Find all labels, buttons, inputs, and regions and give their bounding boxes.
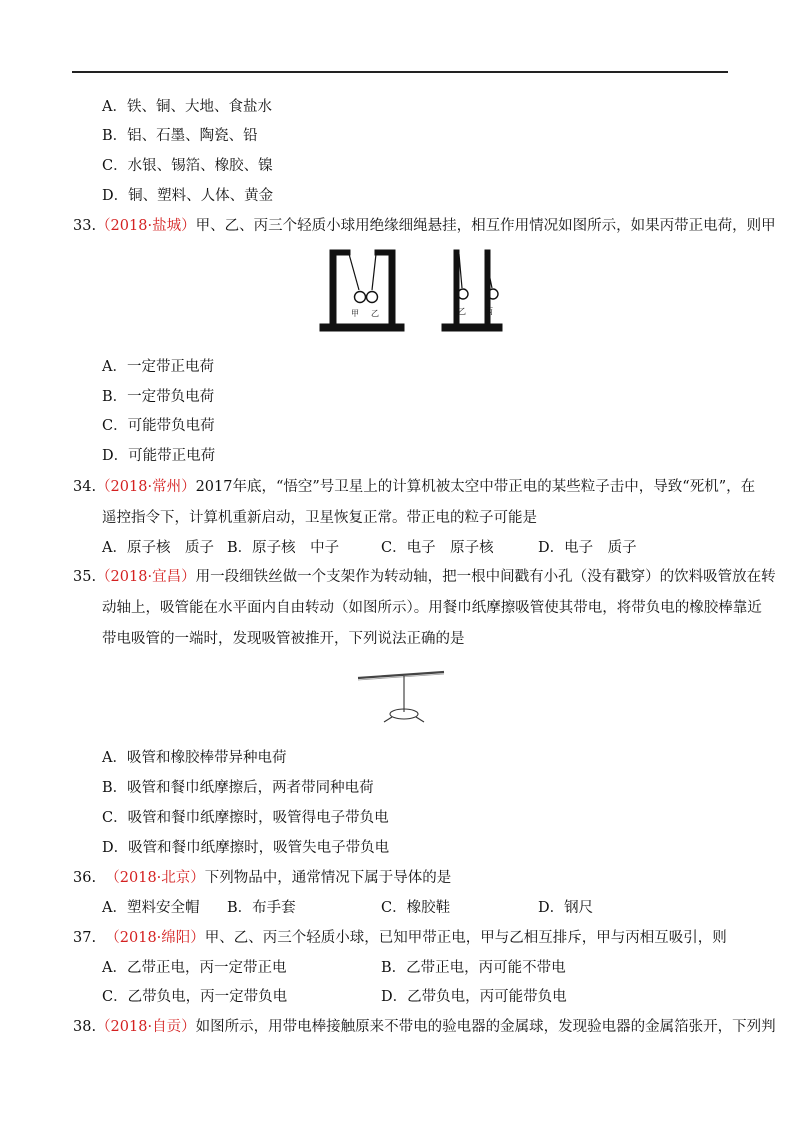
q34-stem-line-1 xyxy=(73,477,755,497)
q34-option-c[interactable]: C．电子 原子核 xyxy=(381,540,494,556)
q34-number: 34. xyxy=(73,479,97,495)
q32-option-d[interactable]: D．铜、塑料、人体、黄金 xyxy=(102,188,274,204)
q36-number: 36. xyxy=(73,870,97,886)
q37-number: 37. xyxy=(73,930,97,946)
q34-source: （2018·常州） xyxy=(96,479,196,495)
q33-number: 33. xyxy=(73,218,97,234)
q36-option-a[interactable]: A．塑料安全帽 xyxy=(102,900,200,916)
q38-stem-line xyxy=(73,1017,776,1037)
q33-label-jia: 甲 xyxy=(351,309,359,318)
q34-option-b[interactable]: B．原子核 中子 xyxy=(227,540,340,556)
q33-label-yi: 乙 xyxy=(371,309,379,318)
q35-option-c[interactable]: C．吸管和餐巾纸摩擦时，吸管得电子带负电 xyxy=(102,810,389,826)
q33-source: （2018·盐城） xyxy=(96,218,196,234)
q35-straw-stand-figure xyxy=(352,666,448,726)
q32-option-a[interactable]: A．铁、铜、大地、食盐水 xyxy=(102,99,272,115)
q34-stem-1: 2017年底，“悟空”号卫星上的计算机被太空中带正电的某些粒子击中，导致“死机”，在 xyxy=(195,479,756,495)
q36-option-b[interactable]: B．布手套 xyxy=(227,900,296,916)
q35-stem-line-3: 带电吸管的一端时，发现吸管被推开，下列说法正确的是 xyxy=(102,631,465,647)
q38-source: （2018·自贡） xyxy=(96,1019,196,1035)
q32-option-c[interactable]: C．水银、锡箔、橡胶、镍 xyxy=(102,158,273,174)
q37-source: （2018·绵阳） xyxy=(105,930,205,946)
q35-number: 35. xyxy=(73,569,97,585)
q36-stem-line xyxy=(73,868,451,888)
q35-stem-1: 用一段细铁丝做一个支架作为转动轴，把一根中间戳有小孔（没有戳穿）的饮料吸管放在转 xyxy=(195,569,776,585)
q33-option-c[interactable]: C．可能带负电荷 xyxy=(102,418,215,434)
q35-option-d[interactable]: D．吸管和餐巾纸摩擦时，吸管失电子带负电 xyxy=(102,840,390,856)
q36-source: （2018·北京） xyxy=(105,870,205,886)
q33-option-a[interactable]: A．一定带正电荷 xyxy=(102,359,214,375)
q33-label-yi-2: 乙 xyxy=(458,307,466,316)
q37-option-c[interactable]: C．乙带负电，丙一定带负电 xyxy=(102,989,288,1005)
q37-option-d[interactable]: D．乙带负电，丙可能带负电 xyxy=(381,989,567,1005)
q38-stem: 如图所示，用带电棒接触原来不带电的验电器的金属球，发现验电器的金属箔张开，下列判 xyxy=(195,1019,776,1035)
q36-option-c[interactable]: C．橡胶鞋 xyxy=(381,900,451,916)
q34-stem-line-2: 遥控指令下，计算机重新启动，卫星恢复正常。带正电的粒子可能是 xyxy=(102,510,537,526)
q36-option-d[interactable]: D．钢尺 xyxy=(538,900,594,916)
q38-number: 38. xyxy=(73,1019,97,1035)
q33-pith-balls-figure xyxy=(316,246,506,332)
q35-stem-line-2: 动轴上，吸管能在水平面内自由转动（如图所示）。用餐巾纸摩擦吸管使其带电，将带负电的橡胶棒靠近 xyxy=(102,600,762,616)
q37-option-b[interactable]: B．乙带正电，丙可能不带电 xyxy=(381,960,566,976)
q37-stem-line xyxy=(73,928,727,948)
q33-option-b[interactable]: B．一定带负电荷 xyxy=(102,389,215,405)
q35-option-a[interactable]: A．吸管和橡胶棒带异种电荷 xyxy=(102,750,287,766)
q33-option-d[interactable]: D．可能带正电荷 xyxy=(102,448,216,464)
q37-stem: 甲、乙、丙三个轻质小球，已知甲带正电，甲与乙相互排斥，甲与丙相互吸引，则 xyxy=(204,930,727,946)
q35-stem-line-1 xyxy=(73,567,776,587)
q32-option-b[interactable]: B．铝、石墨、陶瓷、铅 xyxy=(102,128,258,144)
q33-label-bing: 丙 xyxy=(485,307,493,316)
q37-option-a[interactable]: A．乙带正电，丙一定带正电 xyxy=(102,960,287,976)
q35-option-b[interactable]: B．吸管和餐巾纸摩擦后，两者带同种电荷 xyxy=(102,780,374,796)
q35-source: （2018·宜昌） xyxy=(96,569,196,585)
q36-stem: 下列物品中，通常情况下属于导体的是 xyxy=(204,870,452,886)
q33-stem-line xyxy=(73,216,776,236)
header-rule xyxy=(72,71,728,73)
q34-option-d[interactable]: D．电子 质子 xyxy=(538,540,637,556)
q33-stem: 甲、乙、丙三个轻质小球用绝缘细绳悬挂，相互作用情况如图所示，如果丙带正电荷，则甲 xyxy=(195,218,776,234)
q34-option-a[interactable]: A．原子核 质子 xyxy=(102,540,214,556)
